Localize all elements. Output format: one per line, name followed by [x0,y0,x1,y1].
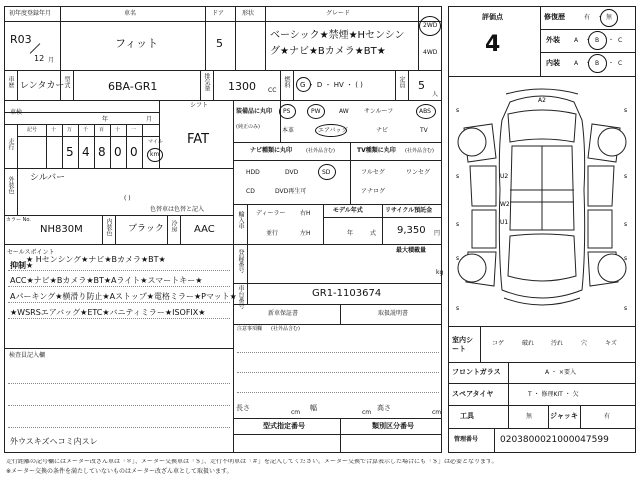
digit-header-symbol: 記号 [27,127,38,133]
scale-mark: s [624,107,628,114]
first-reg-year: R03 [10,33,32,46]
chassis-number: GR1-1103674 [312,288,382,299]
jack-value: 有 [604,413,611,420]
repair-sep: ・ [597,14,604,21]
first-reg-month: 12 [34,54,45,63]
drive-4wd: 4WD [423,49,438,56]
car-right-door-rear [588,210,612,248]
glass-label: フロントガラス [452,368,501,376]
exterior-sep: ・ [585,37,592,44]
tv-analog: アナログ [361,188,386,195]
length-label: 長さ [236,404,250,412]
interior-sep: ・ [608,60,615,67]
interior-color-label: 内装色 [105,218,112,236]
shift-value: FAT [187,132,210,147]
score-label: 評価点 [482,13,503,21]
scale-mark: s [624,221,628,228]
equip-abs: ABS [419,108,431,115]
capacity-value: 5 [418,79,425,92]
import-left-h: 左H [300,230,311,237]
digit-header-hundred: 百 [99,127,105,133]
cc-unit: CC [268,87,277,94]
height-cm: cm [432,409,442,416]
nav-cd: CD [246,188,255,195]
sales-line: ★WSRSエアバッグ★ETC★バニティミラー★ISOFIX★ [10,308,206,317]
equip-airbag: エアバッグ [318,127,348,134]
door-count: 5 [216,37,223,50]
model-designation-label: 型式指定番号 [263,422,305,430]
model-value: 6BA-GR1 [108,80,158,93]
wheel-rear-left [458,254,486,282]
equip-pw: PW [311,108,321,115]
digit-header-thousand: 千 [83,127,89,133]
mileage-digit: 0 [130,145,138,159]
sales-point-label: セールスポイント [7,249,55,256]
drive-2wd: 2WD [423,22,438,29]
wheel-front-right [598,128,626,156]
equip-ps: PS [283,108,291,115]
car-rear-window [508,234,576,281]
color-label: 外装色 [7,176,14,194]
digit-header-man: 万 [67,127,73,133]
manage-label: 管理番号 [454,436,479,443]
tv-oneseg: ワンセグ [406,169,431,176]
length-cm: cm [291,409,301,416]
caution-label: 注意事項欄 [237,326,263,332]
tv-type-sub: (社外品含む) [405,148,434,154]
interior-c: C [618,60,623,67]
door-label: ドア [212,10,224,17]
recycle-yen: 円 [434,230,441,237]
km-label: km [150,151,160,158]
shape-label: 形状 [242,10,255,17]
tv-fullseg: フルセグ [361,169,385,176]
equip-navi: ナビ [376,127,389,134]
spare-options: T ・ 修理KIT ・ 欠 [528,391,579,398]
model-year-label: モデル年式 [333,207,363,214]
damage-label: A2 [538,97,546,104]
equip-sunroof: サンルーフ [364,108,394,115]
exterior-sep: ・ [608,37,615,44]
damage-label: U2 [500,173,509,180]
import-label: 輸入車 [237,211,244,229]
damage-label: W2 [500,201,510,208]
manual-label: 取扱説明書 [378,310,409,317]
digit-header-ten: 十 [115,127,121,133]
interior-color-value: ブラック [128,224,164,234]
fuel-options: G ・ D ・ HV ・ ( ) [300,81,363,89]
mileage-digit: 0 [114,145,122,159]
first-reg-label: 初年度登録年月 [9,10,52,17]
color-note: 色替車は色替と記入 [150,206,205,213]
seat-scratch: キズ [605,340,617,347]
jack-label: ジャッキ [550,412,578,420]
max-load-kg: kg [436,269,444,276]
nav-dvd-play: DVD再生可 [275,188,307,195]
scale-mark: s [456,107,460,114]
grade-line-2: グ★ナビ★Bカメラ★BT★ [270,46,386,57]
sales-line: ACC★ナビ★Bカメラ★BT★Aライト★スマートキー★ [10,276,203,285]
sales-line: Aパーキング★横滑り防止★Aストップ★電格ミラー★Pマット★ [10,292,237,301]
first-reg-month-unit: 月 [48,57,55,64]
interior-rating-label: 内装 [546,59,560,67]
exterior-a: A [574,37,579,44]
category-label: 類別区分番号 [372,422,414,430]
nav-sd: SD [322,169,331,176]
car-rear-bumper [504,298,580,305]
equipment-subtitle: (純正のみ) [236,124,260,130]
scale-mark: s [456,255,460,262]
nav-type-sub: (社外品含む) [306,148,335,154]
ac-label: 冷房 [170,220,177,232]
max-load-label: 最大積載量 [396,247,427,254]
exterior-c: C [618,37,623,44]
nav-hdd: HDD [246,169,260,176]
interior-b: B [595,60,600,67]
car-name: フィット [115,37,159,50]
model-year-suffix: 式 [370,230,377,237]
seat-burn: コゲ [492,340,505,347]
footer-note-2: ※メーター交換の条件を満たしていないものはメーター改ざん車として取扱います。 [6,468,233,475]
model-year-unit: 年 [347,230,354,237]
inspection-year-unit: 年 [102,116,109,123]
inspection-month-unit: 月 [146,116,153,123]
tv-type-title: TV種類に丸印 [357,147,396,154]
reg-number-label: 登録番号 [237,249,244,273]
scale-mark: s [456,173,460,180]
scale-mark: s [624,255,628,262]
exterior-b: B [595,37,600,44]
damage-label: U1 [500,219,509,226]
equipment-title: 装備品に丸印 [236,108,273,115]
footer-note-1: 走行距離の記号欄にはメーター改ざん車は「＊」、メーター交換車は「＄」、走行不明車は「＃」を記入してください。メーター交換で合算表示した場合にも「＄」は必要となります。 [6,459,498,465]
fuel-label: 燃料 [283,76,290,88]
car-left-door-rear [472,210,496,248]
import-parallel: 並行 [266,230,279,237]
capacity-label: 定員 [398,76,405,88]
color-paren: ( ) [124,195,131,202]
repair-yes: 有 [584,14,591,21]
repair-no: 無 [606,14,613,21]
interior-sep: ・ [585,60,592,67]
recycle-label: リサイクル預託金 [385,207,433,214]
seat-dirt: 汚れ [551,340,564,347]
digit-header-ten-man: 十 [51,127,57,133]
mile-label: マイル [148,139,163,145]
usage-label: 車歴 [7,76,14,88]
shift-label: シフト [190,102,209,109]
glass-options: A ・ ×要入 [545,369,576,376]
chassis-label: 車台番号 [237,285,244,309]
sales-line: ★ Hセンシング★ナビ★Bカメラ★BT★ [26,256,166,264]
capacity-unit: 人 [432,91,439,98]
spare-label: スペアタイヤ [452,390,494,398]
recycle-amount: 9,350 [397,225,426,236]
scale-mark: s [456,221,460,228]
scale-mark: s [624,305,628,312]
equip-tv: TV [420,127,428,134]
warranty-label: 新車保証書 [268,310,299,317]
scale-mark: s [456,305,460,312]
car-name-label: 車名 [124,10,137,17]
color-code-label: カラー No. [6,217,31,223]
tools-value: 無 [526,413,533,420]
inspector-note: 外ウスキズヘコミ内スレ [10,437,98,446]
usage-value: レンタカー [20,81,65,91]
displacement-value: 1300 [228,80,256,93]
seat-hole: 穴 [581,340,588,347]
import-dealer: ディーラー [256,210,286,217]
grade-line-1: ベーシック★禁煙★Hセンシン [270,30,405,41]
model-label: 型式 [63,76,70,88]
inspection-label: 車検 [10,109,23,116]
ac-value: AAC [194,224,215,235]
tools-label: 工具 [460,412,474,420]
width-cm: cm [362,409,372,416]
score-value: 4 [485,32,501,57]
wheel-rear-right [598,254,626,282]
import-right-h: 右H [300,210,311,217]
mileage-label: 走行 [7,138,14,150]
inspector-label: 検査員記入欄 [9,352,46,359]
car-right-door-front [588,166,614,206]
seat-tear: 破れ [522,340,535,347]
color-code-value: NH830M [40,224,83,235]
nav-type-title: ナビ種類に丸印 [250,147,293,154]
height-label: 高さ [377,404,391,412]
sales-line: 抑制★ [10,261,34,270]
repair-label: 修復歴 [544,13,565,21]
manage-number: 0203800021000047599 [500,435,609,445]
equip-leather: 本革 [282,127,295,134]
wheel-front-left [458,128,486,156]
digit-header-one: 一 [131,127,137,133]
color-value: シルバー [30,173,66,183]
exterior-label: 外装 [546,36,560,44]
mileage-digit: 8 [98,145,106,159]
width-label: 幅 [310,404,317,412]
interior-a: A [574,60,579,67]
mileage-digit: 5 [66,145,74,159]
nav-dvd: DVD [285,169,299,176]
car-left-door-front [470,166,496,206]
scale-mark: s [624,173,628,180]
displacement-label: 排気量 [203,73,210,91]
car-hood [508,110,576,142]
caution-sub: (社外品含む) [271,326,300,332]
equip-aw: AW [339,108,349,115]
seat-label: 室内シート [452,336,473,354]
car-front-bumper [506,89,578,94]
grade-label: グレード [326,10,351,17]
car-damage-diagram [450,80,634,324]
mileage-digit: 4 [82,145,90,159]
